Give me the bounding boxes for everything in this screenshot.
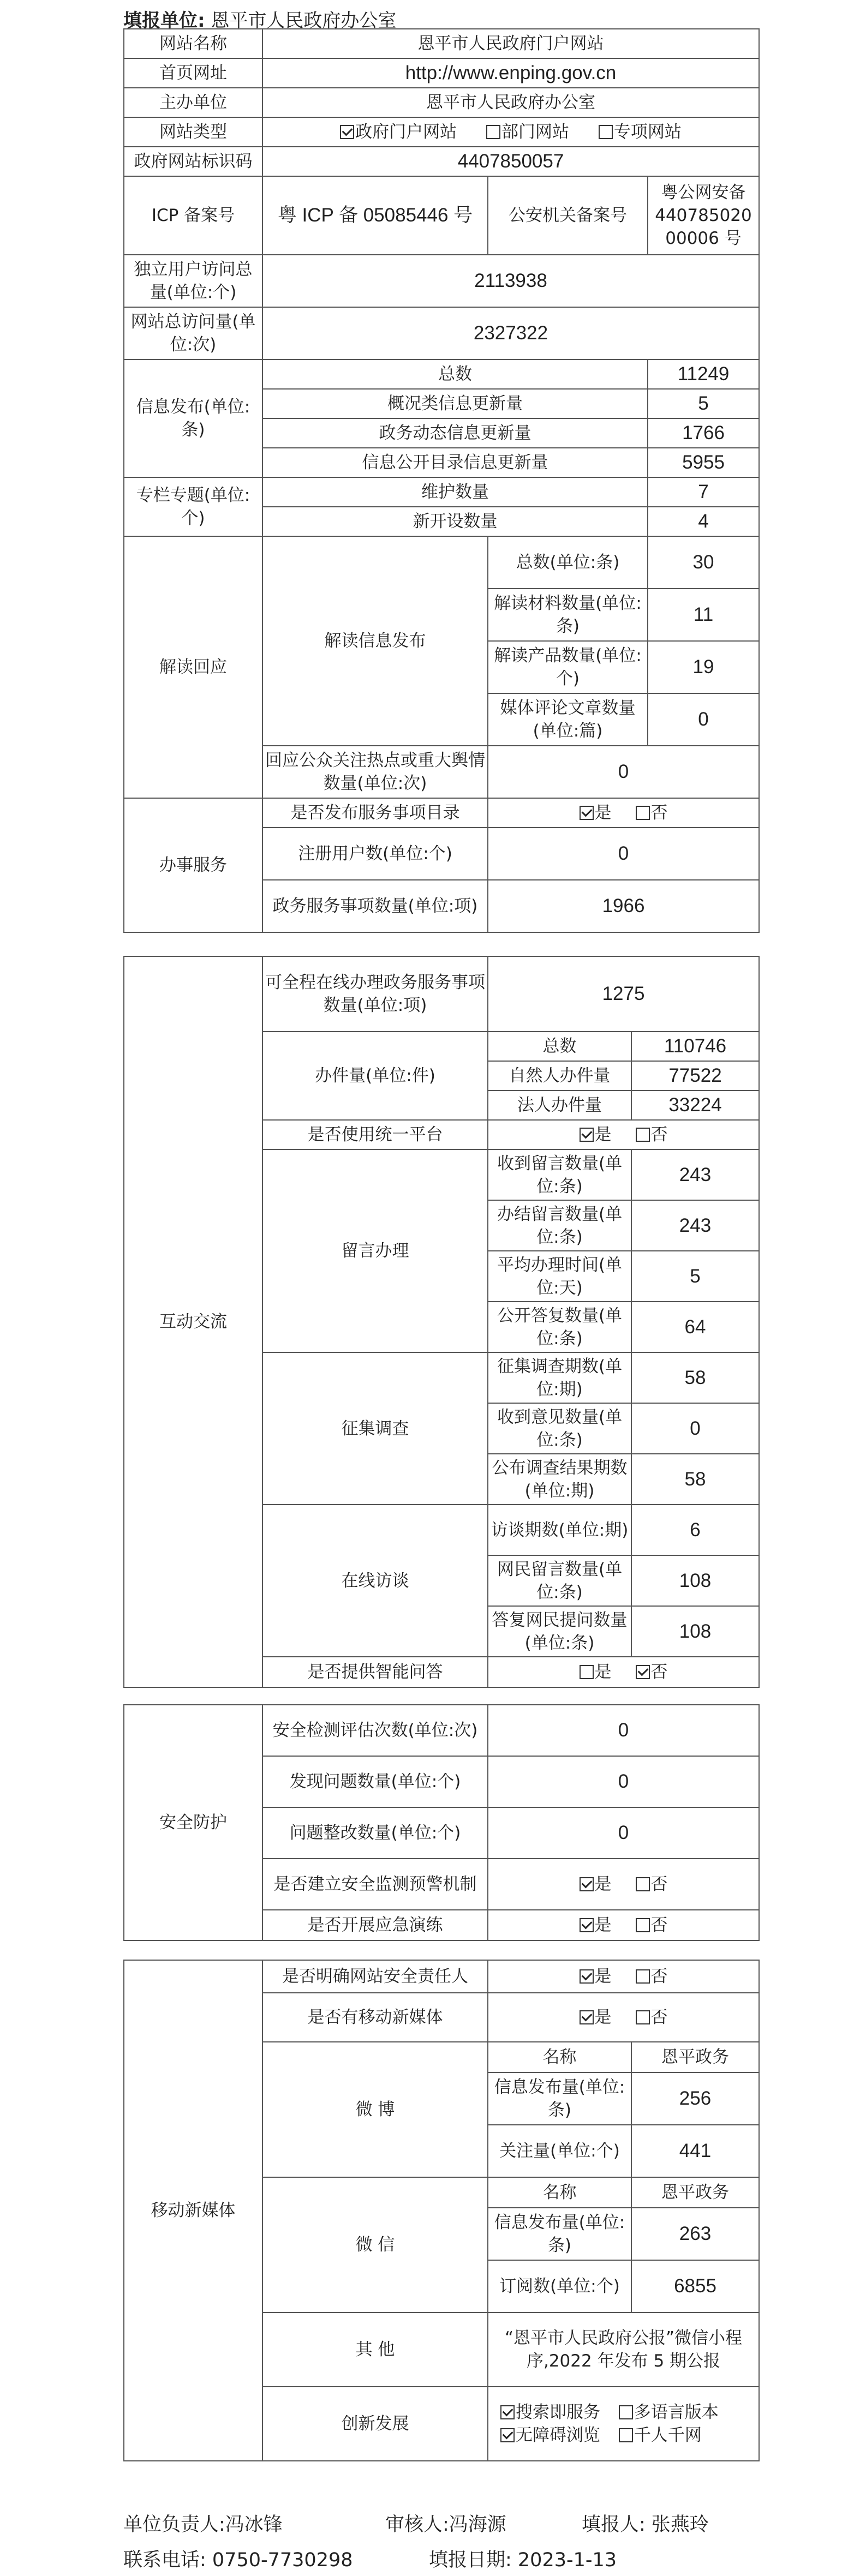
table-security: [123, 1704, 760, 1941]
label-wb: 微 博: [262, 2042, 488, 2177]
value-qc: 1275: [488, 956, 759, 1032]
label-info-gk: 概况类信息更新量: [262, 389, 648, 418]
value-wb-fb: 256: [631, 2072, 759, 2125]
value-jd-hy: 0: [488, 746, 759, 798]
option-no: 否: [650, 1662, 668, 1682]
table-media: [123, 1960, 760, 2461]
value-pv: 2327322: [262, 307, 759, 360]
label-site-name: 网站名称: [124, 29, 262, 58]
header-label: 填报单位:: [123, 10, 205, 32]
pt-options: [488, 1120, 759, 1149]
value-home-url: http://www.enping.gov.cn: [262, 58, 759, 88]
label-zj-yj: 收到意见数量(单位:条): [488, 1403, 631, 1454]
checkbox-checked-icon: [580, 1918, 594, 1932]
value-bs-zc: 0: [488, 828, 759, 880]
option-no: 否: [650, 1125, 668, 1145]
value-psb: 粤公网安备 440785020 00006 号: [648, 176, 759, 255]
footer-line-1: [123, 2509, 709, 2537]
value-bj-fr: 33224: [631, 1091, 759, 1120]
option-yes: 是: [594, 1874, 612, 1894]
checkbox-icon: [599, 125, 613, 139]
option-no: 否: [650, 803, 668, 823]
label-site-id: 政府网站标识码: [124, 147, 262, 176]
label-jd-hy: 回应公众关注热点或重大舆情数量(单位:次): [262, 746, 488, 798]
value-zj-jg: 58: [631, 1454, 759, 1505]
label-bj-total: 总数: [488, 1032, 631, 1061]
aq-yl-options: [488, 1910, 759, 1940]
label-wb-gz: 关注量(单位:个): [488, 2125, 631, 2177]
option-search: 搜索即服务: [516, 2403, 600, 2422]
option-yes: 是: [594, 1915, 612, 1935]
option-yes: 是: [594, 803, 612, 823]
label-ly: 留言办理: [262, 1149, 488, 1352]
value-wx-dy: 6855: [631, 2260, 759, 2313]
value-host: 恩平市人民政府办公室: [262, 88, 759, 117]
value-info-total: 11249: [648, 360, 759, 389]
value-ft-df: 108: [631, 1606, 759, 1657]
header-unit: 恩平市人民政府办公室: [211, 10, 397, 32]
option-dept: 部门网站: [501, 122, 569, 142]
label-qc: 可全程在线办理政务服务事项数量(单位:项): [262, 956, 488, 1032]
checkbox-icon: [636, 1877, 650, 1891]
option-special: 专项网站: [613, 122, 682, 142]
label-zj-jg: 公布调查结果期数(单位:期): [488, 1454, 631, 1505]
label-ly-sd: 收到留言数量(单位:条): [488, 1149, 631, 1200]
label-jd-mt: 媒体评论文章数量(单位:篇): [488, 693, 648, 746]
label-home-url: 首页网址: [124, 58, 262, 88]
label-bj-zr: 自然人办件量: [488, 1061, 631, 1091]
checkbox-icon: [580, 1665, 594, 1679]
checkbox-icon: [619, 2405, 633, 2419]
footer-reviewer: 审核人:冯海源: [385, 2514, 506, 2536]
option-no: 否: [650, 1915, 668, 1935]
yd-has-options: [488, 1993, 759, 2042]
label-psb: 公安机关备案号: [488, 176, 648, 255]
value-wb-gz: 441: [631, 2125, 759, 2177]
table-interaction: [123, 956, 760, 1688]
checkbox-checked-icon: [500, 2428, 515, 2442]
value-jd-mt: 0: [648, 693, 759, 746]
label-zl-wh: 维护数量: [262, 477, 648, 507]
label-ly-bj: 办结留言数量(单位:条): [488, 1200, 631, 1251]
footer-date: 填报日期: 2023-1-13: [429, 2549, 617, 2571]
label-host: 主办单位: [124, 88, 262, 117]
label-bs-ml: 是否发布服务事项目录: [262, 798, 488, 828]
label-ft-df: 答复网民提问数量(单位:条): [488, 1606, 631, 1657]
label-zj: 征集调查: [262, 1352, 488, 1505]
checkbox-icon: [636, 1918, 650, 1932]
option-yes: 是: [594, 2008, 612, 2027]
label-zl-xk: 新开设数量: [262, 507, 648, 536]
checkbox-icon: [636, 1128, 650, 1142]
value-ly-gk: 64: [631, 1302, 759, 1352]
label-info-ml: 信息公开目录信息更新量: [262, 448, 648, 477]
value-bj-total: 110746: [631, 1032, 759, 1061]
label-yd: 移动新媒体: [124, 1960, 262, 2461]
label-ly-pj: 平均办理时间(单位:天): [488, 1251, 631, 1302]
checkbox-checked-icon: [500, 2405, 515, 2419]
label-aq-jc: 安全检测评估次数(单位:次): [262, 1705, 488, 1756]
label-jd-cl: 解读材料数量(单位:条): [488, 589, 648, 641]
label-zr: 是否明确网站安全责任人: [262, 1960, 488, 1993]
value-jd-cl: 11: [648, 589, 759, 641]
value-aq-jc: 0: [488, 1705, 759, 1756]
label-aq-zg: 问题整改数量(单位:个): [262, 1807, 488, 1859]
option-yes: 是: [594, 1662, 612, 1682]
aq-yj-options: [488, 1859, 759, 1910]
checkbox-icon: [619, 2428, 633, 2442]
checkbox-icon: [636, 1969, 650, 1984]
checkbox-checked-icon: [580, 806, 594, 820]
option-yes: 是: [594, 1967, 612, 1986]
value-ly-bj: 243: [631, 1200, 759, 1251]
value-ly-sd: 243: [631, 1149, 759, 1200]
label-ft-qs: 访谈期数(单位:期): [488, 1505, 631, 1555]
checkbox-checked-icon: [580, 2010, 594, 2024]
label-wb-fb: 信息发布量(单位:条): [488, 2072, 631, 2125]
option-no: 否: [650, 1967, 668, 1986]
zn-options: [488, 1657, 759, 1687]
label-info-total: 总数: [262, 360, 648, 389]
value-info-gk: 5: [648, 389, 759, 418]
value-zj-qs: 58: [631, 1352, 759, 1403]
value-aq-zg: 0: [488, 1807, 759, 1859]
label-aq-fx: 发现问题数量(单位:个): [262, 1756, 488, 1807]
option-yes: 是: [594, 1125, 612, 1145]
option-multilang: 多语言版本: [634, 2403, 719, 2422]
footer-filler: 填报人: 张燕玲: [582, 2514, 709, 2536]
option-portal: 政府门户网站: [355, 122, 457, 142]
checkbox-checked-icon: [580, 1877, 594, 1891]
checkbox-icon: [636, 2010, 650, 2024]
site-type-options: [262, 117, 759, 147]
label-wx-fb: 信息发布量(单位:条): [488, 2208, 631, 2260]
value-zl-wh: 7: [648, 477, 759, 507]
table-basic-info: [123, 28, 760, 933]
footer-phone: 联系电话: 0750-7730298: [123, 2549, 353, 2571]
value-ft-ly: 108: [631, 1555, 759, 1606]
cx-options: [488, 2387, 759, 2461]
label-jd-cp: 解读产品数量(单位:个): [488, 641, 648, 693]
zr-options: [488, 1960, 759, 1993]
value-site-id: 4407850057: [262, 147, 759, 176]
value-zj-yj: 0: [631, 1403, 759, 1454]
value-site-name: 恩平市人民政府门户网站: [262, 29, 759, 58]
checkbox-checked-icon: [636, 1665, 650, 1679]
label-yd-has: 是否有移动新媒体: [262, 1993, 488, 2042]
value-uv: 2113938: [262, 255, 759, 307]
value-info-zw: 1766: [648, 418, 759, 448]
label-ly-gk: 公开答复数量(单位:条): [488, 1302, 631, 1352]
label-ft: 在线访谈: [262, 1505, 488, 1657]
label-info-zw: 政务动态信息更新量: [262, 418, 648, 448]
value-bs-sx: 1966: [488, 880, 759, 932]
label-hd: 互动交流: [124, 956, 262, 1687]
label-bs-sx: 政务服务事项数量(单位:项): [262, 880, 488, 932]
value-wb-name: 恩平政务: [631, 2042, 759, 2072]
value-jd-total: 30: [648, 536, 759, 589]
value-ly-pj: 5: [631, 1251, 759, 1302]
checkbox-checked-icon: [580, 1128, 594, 1142]
checkbox-icon: [486, 125, 500, 139]
checkbox-checked-icon: [340, 125, 354, 139]
label-qt: 其 他: [262, 2313, 488, 2387]
label-wb-name: 名称: [488, 2042, 631, 2072]
label-site-type: 网站类型: [124, 117, 262, 147]
footer-leader: 单位负责人:冯冰锋: [123, 2514, 283, 2536]
label-zl: 专栏专题(单位:个): [124, 477, 262, 536]
label-jd-total: 总数(单位:条): [488, 536, 648, 589]
label-aq-yl: 是否开展应急演练: [262, 1910, 488, 1940]
value-ft-qs: 6: [631, 1505, 759, 1555]
label-info: 信息发布(单位:条): [124, 360, 262, 477]
label-icp: ICP 备案号: [124, 176, 262, 255]
checkbox-checked-icon: [580, 1969, 594, 1984]
label-jd-fb: 解读信息发布: [262, 536, 488, 746]
value-icp: 粤 ICP 备 05085446 号: [262, 176, 488, 255]
label-wx-name: 名称: [488, 2177, 631, 2208]
bs-ml-options: [488, 798, 759, 828]
value-bj-zr: 77522: [631, 1061, 759, 1091]
value-aq-fx: 0: [488, 1756, 759, 1807]
label-pt: 是否使用统一平台: [262, 1120, 488, 1149]
label-cx: 创新发展: [262, 2387, 488, 2461]
label-bj-fr: 法人办件量: [488, 1091, 631, 1120]
label-zj-qs: 征集调查期数(单位:期): [488, 1352, 631, 1403]
label-bj: 办件量(单位:件): [262, 1032, 488, 1120]
value-wx-fb: 263: [631, 2208, 759, 2260]
value-info-ml: 5955: [648, 448, 759, 477]
option-no: 否: [650, 2008, 668, 2027]
label-bs: 办事服务: [124, 798, 262, 932]
label-aq-yj: 是否建立安全监测预警机制: [262, 1859, 488, 1910]
label-bs-zc: 注册用户数(单位:个): [262, 828, 488, 880]
option-personal: 千人千网: [634, 2425, 702, 2445]
label-zn: 是否提供智能问答: [262, 1657, 488, 1687]
label-pv: 网站总访问量(单位:次): [124, 307, 262, 360]
label-wx-dy: 订阅数(单位:个): [488, 2260, 631, 2313]
label-ft-ly: 网民留言数量(单位:条): [488, 1555, 631, 1606]
checkbox-icon: [636, 806, 650, 820]
label-aq: 安全防护: [124, 1705, 262, 1940]
value-qt: “恩平市人民政府公报”微信小程序,2022 年发布 5 期公报: [488, 2313, 759, 2387]
value-zl-xk: 4: [648, 507, 759, 536]
value-wx-name: 恩平政务: [631, 2177, 759, 2208]
footer-line-2: [123, 2545, 617, 2572]
label-jd: 解读回应: [124, 536, 262, 798]
label-uv: 独立用户访问总量(单位:个): [124, 255, 262, 307]
option-accessible: 无障碍浏览: [516, 2425, 600, 2445]
value-jd-cp: 19: [648, 641, 759, 693]
option-no: 否: [650, 1874, 668, 1894]
label-wx: 微 信: [262, 2177, 488, 2313]
